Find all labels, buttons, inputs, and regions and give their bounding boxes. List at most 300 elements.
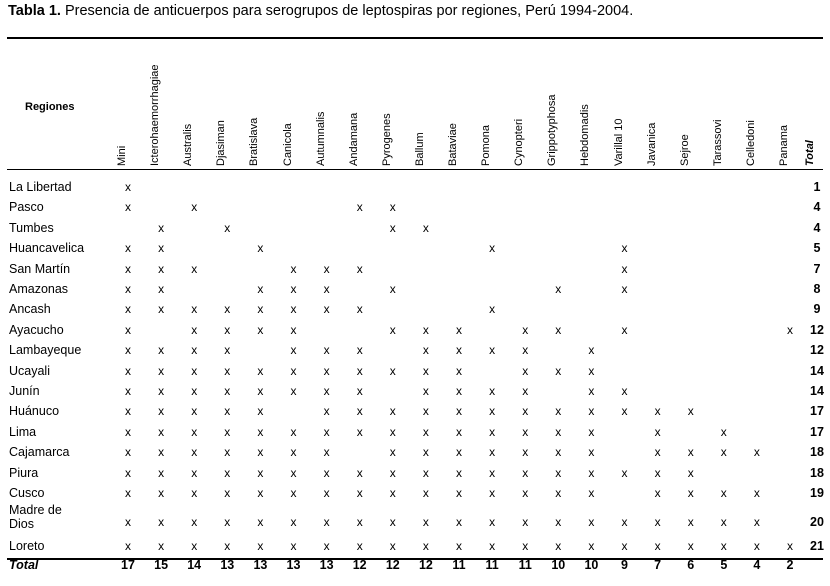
row-total: 18: [810, 465, 824, 480]
serogroup-header: Sejroe: [678, 134, 691, 166]
header-rule: [7, 169, 823, 170]
presence-mark: x: [323, 538, 330, 553]
presence-mark: x: [257, 538, 264, 553]
presence-mark: x: [389, 404, 396, 419]
presence-mark: x: [356, 261, 363, 276]
presence-mark: x: [158, 241, 165, 256]
presence-mark: x: [290, 302, 297, 317]
presence-mark: x: [555, 404, 562, 419]
presence-mark: x: [456, 322, 462, 337]
column-total: 15: [154, 558, 169, 573]
presence-mark: x: [489, 302, 496, 317]
region-name: Junín: [9, 384, 40, 398]
presence-mark: x: [422, 514, 429, 529]
row-total: 9: [813, 302, 821, 317]
presence-mark: x: [125, 384, 131, 398]
region-name: Madre de Dios: [9, 503, 62, 532]
presence-mark: x: [456, 343, 462, 358]
presence-mark: x: [787, 538, 793, 553]
presence-mark: x: [389, 538, 396, 553]
serogroup-header: Cynopteri: [513, 118, 526, 166]
presence-mark: x: [687, 486, 694, 500]
presence-mark: x: [257, 404, 264, 419]
presence-mark: x: [257, 424, 264, 439]
presence-mark: x: [125, 486, 131, 500]
presence-mark: x: [555, 363, 562, 378]
presence-mark: x: [125, 424, 131, 439]
presence-mark: x: [422, 424, 429, 439]
presence-mark: x: [522, 404, 529, 419]
table-row: [0, 401, 830, 421]
row-total: 12: [810, 322, 824, 337]
serogroup-header: Bratislava: [248, 117, 261, 166]
column-total: 5: [720, 558, 728, 573]
total-label: Total: [9, 558, 39, 573]
serogroup-header: Pyrogenes: [380, 113, 393, 166]
presence-mark: x: [191, 200, 198, 215]
presence-mark: x: [787, 322, 793, 337]
column-total: 13: [253, 558, 268, 573]
presence-mark: x: [191, 322, 198, 337]
table-row: [0, 259, 830, 279]
presence-mark: x: [422, 486, 429, 500]
column-total: 12: [385, 558, 400, 573]
presence-mark: x: [422, 384, 429, 398]
presence-mark: x: [290, 538, 297, 553]
region-name: Loreto: [9, 538, 45, 553]
presence-mark: x: [290, 384, 297, 398]
presence-mark: x: [191, 384, 198, 398]
presence-mark: x: [555, 322, 562, 337]
presence-mark: x: [489, 514, 496, 529]
column-total: 11: [452, 558, 466, 573]
row-total: 19: [810, 486, 824, 500]
presence-mark: x: [422, 322, 429, 337]
presence-mark: x: [158, 302, 165, 317]
region-name: Piura: [9, 465, 39, 480]
presence-mark: x: [389, 445, 396, 460]
presence-mark: x: [323, 363, 330, 378]
serogroup-header: Ballum: [413, 132, 426, 166]
presence-mark: x: [621, 384, 628, 398]
serogroup-header: Icterohaemorrhagiae: [149, 64, 162, 166]
region-name: Pasco: [9, 200, 44, 215]
column-total: 10: [584, 558, 599, 573]
presence-mark: x: [158, 445, 165, 460]
presence-mark: x: [422, 220, 429, 235]
presence-mark: x: [158, 424, 165, 439]
presence-mark: x: [356, 404, 363, 419]
presence-mark: x: [356, 486, 363, 500]
serogroup-header: Andamana: [347, 112, 360, 166]
presence-mark: x: [125, 241, 131, 256]
presence-mark: x: [422, 404, 429, 419]
presence-mark: x: [356, 384, 363, 398]
presence-mark: x: [290, 514, 297, 529]
presence-mark: x: [125, 282, 131, 296]
serogroup-header: Grippotyphosa: [546, 94, 559, 166]
row-total: 12: [810, 343, 824, 358]
presence-mark: x: [720, 445, 727, 460]
presence-mark: x: [125, 465, 131, 480]
presence-mark: x: [555, 424, 562, 439]
row-total: 1: [813, 180, 821, 194]
row-total: 21: [810, 538, 824, 553]
presence-mark: x: [654, 486, 661, 500]
region-name: Amazonas: [9, 282, 69, 296]
presence-mark: x: [555, 465, 562, 480]
table-row: [0, 299, 830, 319]
presence-mark: x: [290, 424, 297, 439]
presence-mark: x: [224, 514, 231, 529]
table-row: [0, 381, 830, 401]
table-row: [0, 361, 830, 381]
row-total: 17: [810, 424, 824, 439]
presence-mark: x: [687, 538, 694, 553]
presence-mark: x: [687, 445, 694, 460]
row-total: 18: [810, 445, 824, 460]
presence-mark: x: [489, 241, 496, 256]
presence-mark: x: [323, 514, 330, 529]
presence-mark: x: [191, 363, 198, 378]
presence-mark: x: [191, 302, 198, 317]
presence-mark: x: [720, 538, 727, 553]
presence-mark: x: [356, 424, 363, 439]
region-name: Huancavelica: [9, 241, 85, 256]
serogroup-header: Panama: [778, 125, 790, 166]
presence-mark: x: [753, 445, 760, 460]
presence-mark: x: [588, 384, 595, 398]
presence-mark: x: [323, 486, 330, 500]
presence-mark: x: [290, 261, 297, 276]
presence-mark: x: [191, 445, 198, 460]
row-total: 4: [813, 220, 821, 235]
presence-mark: x: [389, 514, 396, 529]
row-total: 4: [813, 200, 821, 215]
presence-mark: x: [323, 384, 330, 398]
column-total: 13: [286, 558, 301, 573]
presence-mark: x: [257, 486, 264, 500]
presence-mark: x: [687, 465, 694, 480]
presence-mark: x: [158, 538, 165, 553]
serogroup-header: Autumnalis: [314, 111, 327, 166]
presence-mark: x: [422, 445, 429, 460]
presence-mark: x: [621, 282, 628, 296]
region-name: Ancash: [9, 302, 51, 317]
presence-mark: x: [191, 465, 198, 480]
region-name: Huánuco: [9, 404, 60, 419]
presence-mark: x: [191, 261, 198, 276]
presence-mark: x: [356, 343, 363, 358]
presence-mark: x: [125, 200, 131, 215]
presence-mark: x: [356, 514, 363, 529]
caption-label: Tabla 1.: [8, 3, 61, 19]
region-name: Ucayali: [9, 363, 50, 378]
presence-mark: x: [224, 424, 231, 439]
presence-mark: x: [257, 322, 264, 337]
presence-mark: x: [654, 445, 661, 460]
presence-mark: x: [290, 445, 297, 460]
column-total: 6: [687, 558, 695, 573]
presence-mark: x: [456, 538, 462, 553]
presence-mark: x: [720, 514, 727, 529]
presence-mark: x: [356, 465, 363, 480]
table-row: [0, 503, 830, 535]
table-row: [0, 442, 830, 462]
presence-mark: x: [125, 343, 131, 358]
serogroup-header: Canicola: [281, 123, 294, 166]
presence-mark: x: [522, 514, 529, 529]
caption-text: Presencia de anticuerpos para serogrupos de leptospiras por regiones, Perú 1994-2004.: [60, 3, 634, 19]
region-name: Lima: [9, 424, 37, 439]
presence-mark: x: [158, 404, 165, 419]
column-total: 10: [551, 558, 566, 573]
presence-mark: x: [257, 514, 264, 529]
table-caption: [8, 3, 633, 19]
column-total: 13: [220, 558, 235, 573]
presence-mark: x: [720, 424, 727, 439]
column-total: 17: [121, 558, 135, 573]
presence-mark: x: [356, 200, 363, 215]
table-row: [0, 536, 830, 556]
presence-mark: x: [290, 486, 297, 500]
presence-mark: x: [224, 363, 231, 378]
column-total: 7: [654, 558, 662, 573]
presence-mark: x: [621, 322, 628, 337]
presence-mark: x: [456, 404, 462, 419]
presence-mark: x: [555, 486, 562, 500]
presence-mark: x: [456, 486, 462, 500]
column-total: 12: [352, 558, 367, 573]
table-row: [0, 218, 830, 238]
presence-mark: x: [158, 343, 165, 358]
presence-mark: x: [389, 200, 396, 215]
presence-mark: x: [356, 363, 363, 378]
presence-mark: x: [489, 445, 496, 460]
presence-mark: x: [224, 220, 231, 235]
table-row: [0, 320, 830, 340]
presence-mark: x: [456, 465, 462, 480]
column-total: 13: [319, 558, 334, 573]
presence-mark: x: [224, 486, 231, 500]
presence-mark: x: [323, 404, 330, 419]
presence-mark: x: [555, 282, 562, 296]
presence-mark: x: [323, 343, 330, 358]
presence-mark: x: [654, 514, 661, 529]
presence-mark: x: [687, 514, 694, 529]
presence-mark: x: [224, 465, 231, 480]
presence-mark: x: [290, 343, 297, 358]
presence-mark: x: [489, 384, 496, 398]
regiones-header: Regiones: [25, 101, 75, 113]
presence-mark: x: [555, 514, 562, 529]
presence-mark: x: [621, 514, 628, 529]
presence-mark: x: [125, 322, 131, 337]
presence-mark: x: [224, 343, 231, 358]
presence-mark: x: [422, 538, 429, 553]
presence-mark: x: [158, 261, 165, 276]
presence-mark: x: [224, 538, 231, 553]
table-row: [0, 483, 830, 503]
presence-mark: x: [422, 363, 429, 378]
presence-mark: x: [621, 538, 628, 553]
presence-mark: x: [588, 538, 595, 553]
row-total: 14: [810, 384, 824, 398]
presence-mark: x: [522, 465, 529, 480]
presence-mark: x: [456, 384, 462, 398]
presence-mark: x: [191, 404, 198, 419]
presence-mark: x: [654, 404, 661, 419]
presence-mark: x: [588, 343, 595, 358]
presence-mark: x: [422, 343, 429, 358]
presence-mark: x: [191, 538, 198, 553]
serogroup-header: Javanica: [645, 122, 658, 166]
presence-mark: x: [522, 445, 529, 460]
presence-mark: x: [588, 445, 595, 460]
serogroup-header: Australis: [182, 123, 195, 166]
presence-mark: x: [191, 343, 198, 358]
presence-mark: x: [456, 445, 462, 460]
presence-mark: x: [489, 486, 496, 500]
table-row: [0, 422, 830, 442]
total-row: [0, 555, 830, 575]
region-name: Lambayeque: [9, 343, 82, 358]
serogroup-header: Pomona: [480, 125, 493, 166]
serogroup-header: Varillal 10: [612, 118, 625, 166]
presence-mark: x: [257, 465, 264, 480]
presence-mark: x: [125, 404, 131, 419]
presence-mark: x: [389, 282, 396, 296]
total-header: Total: [804, 140, 816, 166]
presence-mark: x: [125, 302, 131, 317]
region-name: Ayacucho: [9, 322, 64, 337]
presence-mark: x: [125, 180, 131, 194]
presence-mark: x: [456, 363, 462, 378]
top-rule: [7, 37, 823, 39]
column-total: 11: [485, 558, 499, 573]
presence-mark: x: [621, 404, 628, 419]
table-row: [0, 177, 830, 197]
presence-mark: x: [456, 424, 462, 439]
presence-mark: x: [588, 486, 595, 500]
presence-mark: x: [125, 261, 131, 276]
presence-mark: x: [621, 241, 628, 256]
presence-mark: x: [522, 424, 529, 439]
serogroup-header: Celledoni: [744, 120, 757, 166]
row-total: 14: [810, 363, 824, 378]
presence-mark: x: [158, 363, 165, 378]
column-total: 12: [418, 558, 433, 573]
presence-mark: x: [323, 445, 330, 460]
presence-mark: x: [522, 363, 529, 378]
presence-mark: x: [356, 538, 363, 553]
presence-mark: x: [257, 241, 264, 256]
presence-mark: x: [158, 384, 165, 398]
presence-mark: x: [753, 538, 760, 553]
serogroup-header: Bataviae: [447, 123, 459, 166]
presence-mark: x: [224, 384, 231, 398]
presence-mark: x: [522, 486, 529, 500]
presence-mark: x: [290, 363, 297, 378]
row-total: 20: [810, 514, 824, 529]
presence-mark: x: [158, 465, 165, 480]
presence-mark: x: [621, 261, 628, 276]
presence-mark: x: [522, 384, 529, 398]
row-total: 8: [813, 282, 821, 296]
table-row: [0, 279, 830, 299]
presence-mark: x: [158, 220, 165, 235]
presence-mark: x: [158, 514, 165, 529]
presence-mark: x: [290, 322, 297, 337]
presence-mark: x: [588, 404, 595, 419]
column-total: 9: [621, 558, 628, 573]
presence-mark: x: [191, 486, 198, 500]
presence-mark: x: [621, 465, 628, 480]
presence-mark: x: [588, 424, 595, 439]
column-total: 14: [187, 558, 202, 573]
table-row: [0, 238, 830, 258]
column-total: 11: [518, 558, 532, 573]
presence-mark: x: [522, 343, 529, 358]
presence-mark: x: [224, 322, 231, 337]
column-total: 2: [786, 558, 794, 573]
presence-mark: x: [588, 514, 595, 529]
presence-mark: x: [456, 514, 462, 529]
region-name: San Martín: [9, 261, 71, 276]
presence-mark: x: [489, 343, 496, 358]
table-row: [0, 463, 830, 483]
column-total: 4: [753, 558, 761, 573]
presence-mark: x: [257, 384, 264, 398]
presence-mark: x: [323, 302, 330, 317]
region-name: La Libertad: [9, 180, 72, 194]
presence-mark: x: [489, 424, 496, 439]
serogroup-header: Hebdomadis: [579, 104, 592, 166]
presence-mark: x: [323, 424, 330, 439]
presence-mark: x: [158, 486, 165, 500]
presence-mark: x: [191, 514, 198, 529]
presence-mark: x: [323, 261, 330, 276]
presence-mark: x: [422, 465, 429, 480]
presence-mark: x: [753, 486, 760, 500]
presence-mark: x: [555, 445, 562, 460]
presence-mark: x: [323, 282, 330, 296]
presence-mark: x: [257, 302, 264, 317]
presence-mark: x: [224, 302, 231, 317]
presence-mark: x: [489, 465, 496, 480]
presence-mark: x: [257, 363, 264, 378]
presence-mark: x: [389, 486, 396, 500]
presence-mark: x: [125, 514, 131, 529]
region-name: Cusco: [9, 486, 45, 500]
presence-mark: x: [323, 465, 330, 480]
presence-mark: x: [389, 220, 396, 235]
table-row: [0, 340, 830, 360]
presence-mark: x: [588, 363, 595, 378]
presence-mark: x: [389, 424, 396, 439]
presence-mark: x: [125, 445, 131, 460]
region-name: Tumbes: [9, 220, 54, 235]
presence-mark: x: [654, 465, 661, 480]
presence-mark: x: [224, 404, 231, 419]
table-row: [0, 197, 830, 217]
presence-mark: x: [489, 538, 496, 553]
row-total: 7: [813, 261, 821, 276]
presence-mark: x: [588, 465, 595, 480]
presence-mark: x: [257, 445, 264, 460]
presence-mark: x: [522, 538, 529, 553]
presence-mark: x: [356, 302, 363, 317]
